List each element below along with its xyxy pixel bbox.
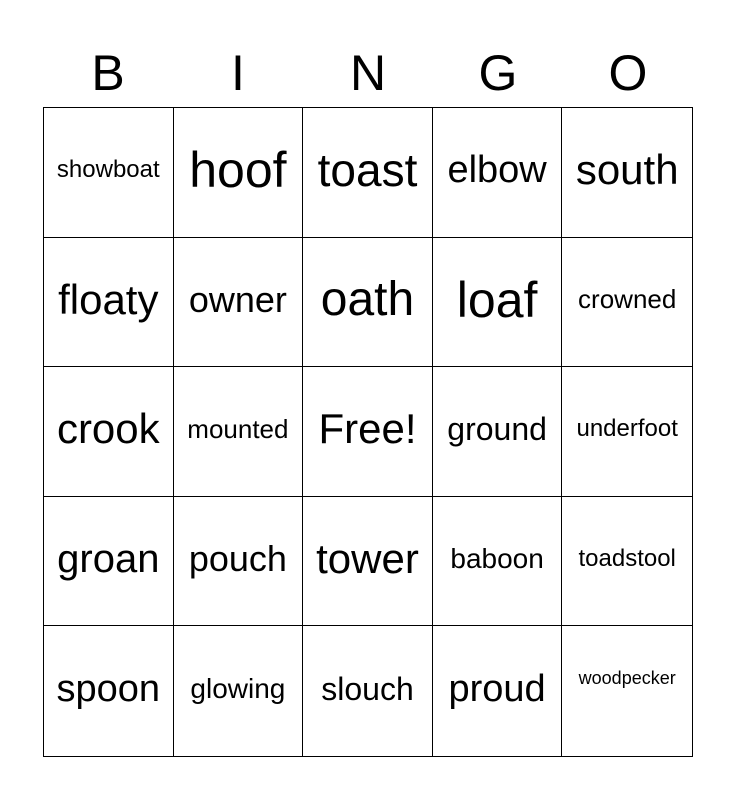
bingo-cell[interactable]: owner xyxy=(174,238,304,368)
header-letter-n: N xyxy=(349,45,387,101)
bingo-grid xyxy=(43,107,693,757)
bingo-cell[interactable]: ground xyxy=(433,367,563,497)
bingo-cell[interactable]: spoon xyxy=(44,626,174,756)
bingo-cell[interactable]: mounted xyxy=(174,367,304,497)
free-space-cell[interactable]: Free! xyxy=(303,367,433,497)
bingo-cell[interactable]: crook xyxy=(44,367,174,497)
bingo-cell[interactable]: hoof xyxy=(174,108,304,238)
header-letter-g: G xyxy=(478,45,518,101)
bingo-cell[interactable]: pouch xyxy=(174,497,304,627)
bingo-cell[interactable]: groan xyxy=(44,497,174,627)
bingo-cell[interactable]: slouch xyxy=(303,626,433,756)
header-letter-o: O xyxy=(608,45,648,101)
bingo-cell[interactable]: underfoot xyxy=(562,367,692,497)
bingo-cell[interactable]: baboon xyxy=(433,497,563,627)
bingo-cell[interactable]: showboat xyxy=(44,108,174,238)
bingo-cell[interactable]: woodpecker xyxy=(578,668,676,689)
bingo-cell[interactable]: crowned xyxy=(562,238,692,368)
bingo-cell[interactable]: glowing xyxy=(174,626,304,756)
bingo-cell[interactable]: tower xyxy=(303,497,433,627)
bingo-cell[interactable]: floaty xyxy=(44,238,174,368)
bingo-header xyxy=(43,42,693,104)
header-letter-b: B xyxy=(91,45,125,101)
bingo-cell[interactable]: proud xyxy=(433,626,563,756)
bingo-cell[interactable]: elbow xyxy=(433,108,563,238)
bingo-cell[interactable]: oath xyxy=(303,238,433,368)
header-letter-i: I xyxy=(231,45,245,101)
bingo-cell[interactable]: toadstool xyxy=(562,497,692,627)
bingo-cell[interactable]: south xyxy=(562,108,692,238)
bingo-cell[interactable]: toast xyxy=(303,108,433,238)
bingo-cell[interactable]: loaf xyxy=(433,238,563,368)
